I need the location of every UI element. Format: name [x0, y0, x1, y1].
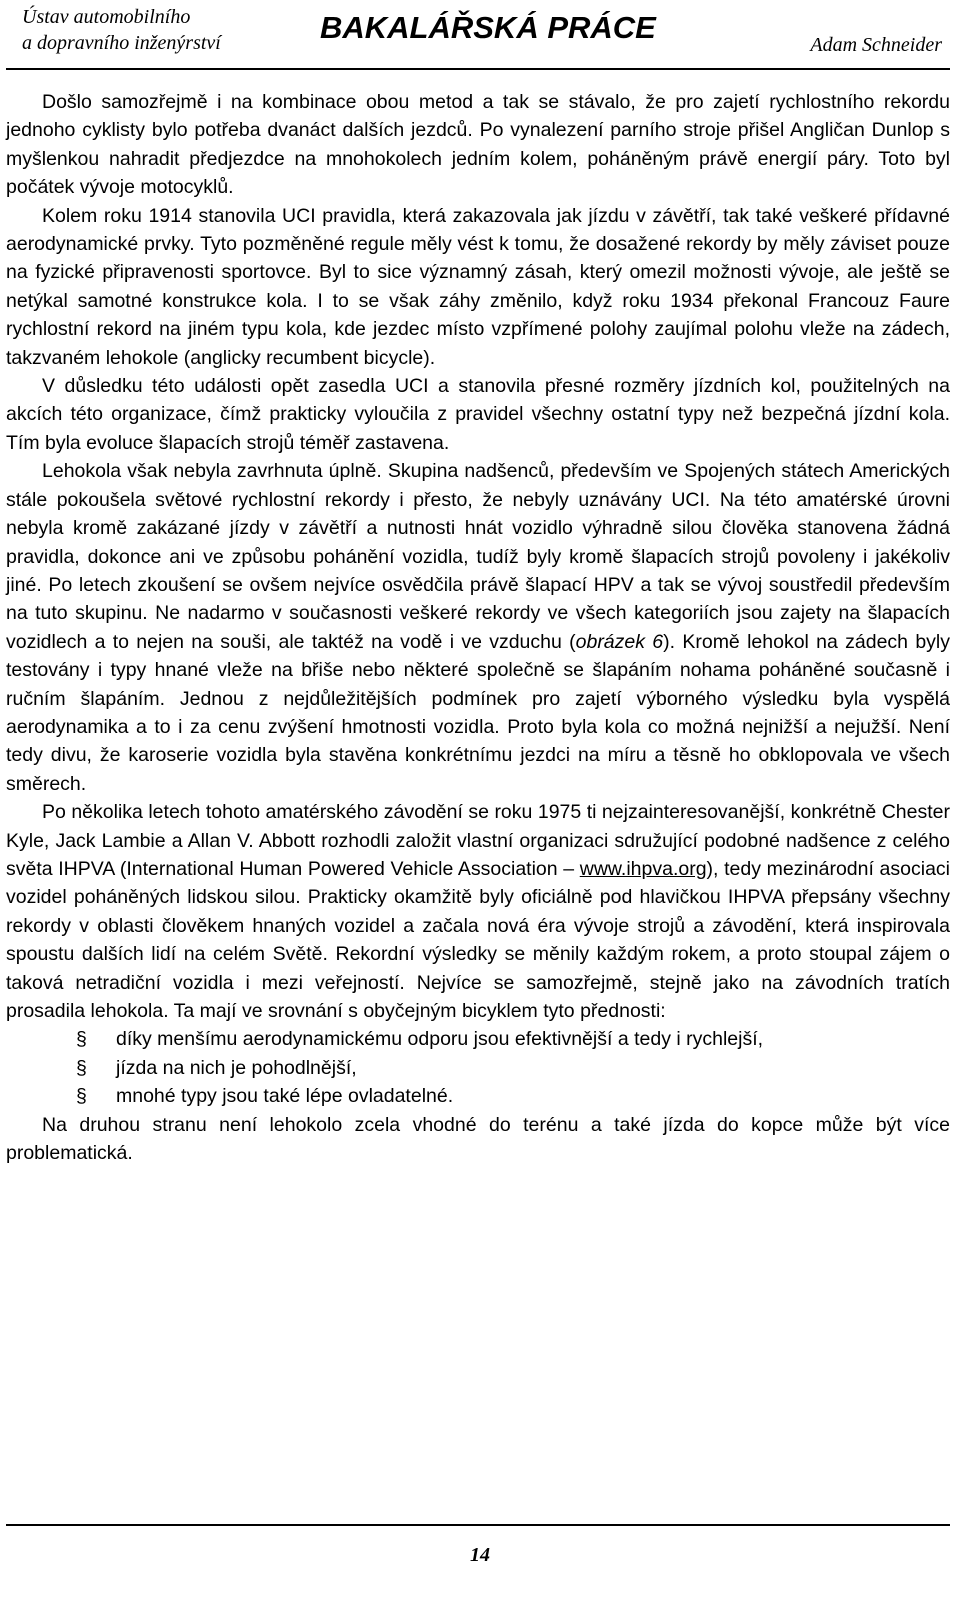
header-divider: [6, 68, 950, 70]
footer-divider: [6, 1524, 950, 1526]
paragraph-closing: Na druhou stranu není lehokolo zcela vhodné do terénu a také jízda do kopce může být více problematická.: [6, 1113, 950, 1165]
page-header: [0, 0, 960, 70]
list-item: [76, 1082, 950, 1110]
list-item: [76, 1025, 950, 1053]
list-item: [76, 1054, 950, 1082]
document-title: BAKALÁŘSKÁ PRÁCE: [320, 10, 656, 45]
bullet-icon: §: [76, 1085, 87, 1108]
body-text: [6, 88, 950, 1167]
advantages-list: [6, 1025, 950, 1110]
paragraph-4-part-1: Lehokola však nebyla zavrhnuta úplně. Skupina nadšenců, především ve Spojených státech Amerických stále pokoušela světové rychlostní rekordy i přesto, že nebyly uznávány UCI. Na této amatérské úrovni nebyla kromě zakázané jízdy v závětří a nutnosti hnát vozidlo výhradně silou člověka stanovena žádná pravidla, dokonce ani ve způsobu pohánění vozidla, tudíž byly kromě šlapacích strojů povoleny i jakékoliv jiné. Po letech zkoušení se ovšem nejvíce osvědčila právě šlapací HPV a tak se vývoj soustředil především na tuto skupinu. Ne nadarmo v současnosti veškeré rekordy ve všech kategoriích jsou zajety na šlapacích vozidlech a to nejen na souši, ale taktéž na vodě i ve vzduchu (: [6, 460, 950, 653]
bullet-icon: §: [76, 1028, 87, 1051]
paragraph-4-part-2: ). Kromě lehokol na zádech byly testovány i typy hnané vleže na břiše nebo některé společně se šlapáním nohama poháněné současně i ručním šlapáním. Jednou z nejdůležitějších podmínek pro zajetí výborného výsledku byla vyspělá aerodynamika a to i za cenu zvýšení hmotnosti vozidla. Proto byla kola co možná nejnižší a nejužší. Není tedy divu, že karoserie vozidla byla stavěna konkrétnímu jezdci na míru a těsně ho obklopovala ve všech směrech.: [6, 630, 950, 795]
paragraph-5: [6, 798, 950, 1025]
paragraph-3: V důsledku této události opět zasedla UCI a stanovila přesné rozměry jízdních kol, použitelných na akcích této organizace, čímž prakticky vyloučila z pravidel všechny ostatní typy než bezpečná jízdní kola. Tím byla evoluce šlapacích strojů téměř zastavena.: [6, 375, 950, 454]
ihpva-link[interactable]: www.ihpva.org: [579, 857, 707, 880]
bullet-icon: §: [76, 1056, 87, 1079]
paragraph-5-part-2: ), tedy mezinárodní asociaci vozidel poháněných lidskou silou. Prakticky okamžitě byly oficiálně pod hlavičkou IHPVA přepsány všechny rekordy v oblasti člověkem hnaných vozidel a začala nová éra vývoje strojů a závodění, která inspirovala spoustu dalších lidí na celém Světě. Rekordní výsledky se měnily každým rokem, a proto stoupal zájem o taková netradiční vozidla i mezi veřejností. Nejvíce se samozřejmě, stejně jako na závodních tratích prosadila lehokola. Ta mají ve srovnání s obyčejným bicyklem tyto přednosti:: [6, 857, 950, 1022]
author-name: Adam Schneider: [810, 34, 942, 56]
paragraph-2: Kolem roku 1914 stanovila UCI pravidla, která zakazovala jak jízdu v závětří, tak také veškeré přídavné aerodynamické prvky. Tyto pozměněné regule měly vést k tomu, že dosažené rekordy by měly záviset pouze na fyzické připravenosti sportovce. Byl to sice významný zásah, který omezil možnosti vývoje, ale ještě se netýkal samotné konstrukce kola. I to se však záhy změnilo, když roku 1934 překonal Francouz Faure rychlostní rekord na jiném typu kola, kde jezdec místo vzpřímené polohy zaujímal polohu vleže na zádech, takzvaném lehokole (anglicky recumbent bicycle).: [6, 204, 950, 369]
institute-line-1: Ústav automobilního: [22, 6, 191, 28]
figure-reference: obrázek 6: [575, 630, 664, 653]
paragraph-5-part-1: Po několika letech tohoto amatérského závodění se roku 1975 ti nejzainteresovanější, konkrétně Chester Kyle, Jack Lambie a Allan V. Abbott rozhodli založit vlastní organizaci sdružující podobné nadšence z celého světa IHPVA (International Human Powered Vehicle Association –: [6, 801, 950, 880]
list-item-text: jízda na nich je pohodlnější,: [116, 1056, 357, 1079]
page-number: 14: [470, 1544, 490, 1566]
list-item-text: mnohé typy jsou také lépe ovladatelné.: [116, 1085, 454, 1108]
institute-name: [22, 4, 282, 56]
institute-line-2: a dopravního inženýrství: [22, 32, 221, 54]
list-item-text: díky menšímu aerodynamickému odporu jsou efektivnější a tedy i rychlejší,: [116, 1028, 764, 1051]
paragraph-1: Došlo samozřejmě i na kombinace obou metod a tak se stávalo, že pro zajetí rychlostního rekordu jednoho cyklisty bylo potřeba dvanáct dalších jezdců. Po vynalezení parního stroje přišel Angličan Dunlop s myšlenkou nahradit předjezdce na mnohokolech jedním kolem, poháněným právě energií páry. Toto byl počátek vývoje motocyklů.: [6, 91, 950, 199]
paragraph-4: [6, 457, 950, 798]
